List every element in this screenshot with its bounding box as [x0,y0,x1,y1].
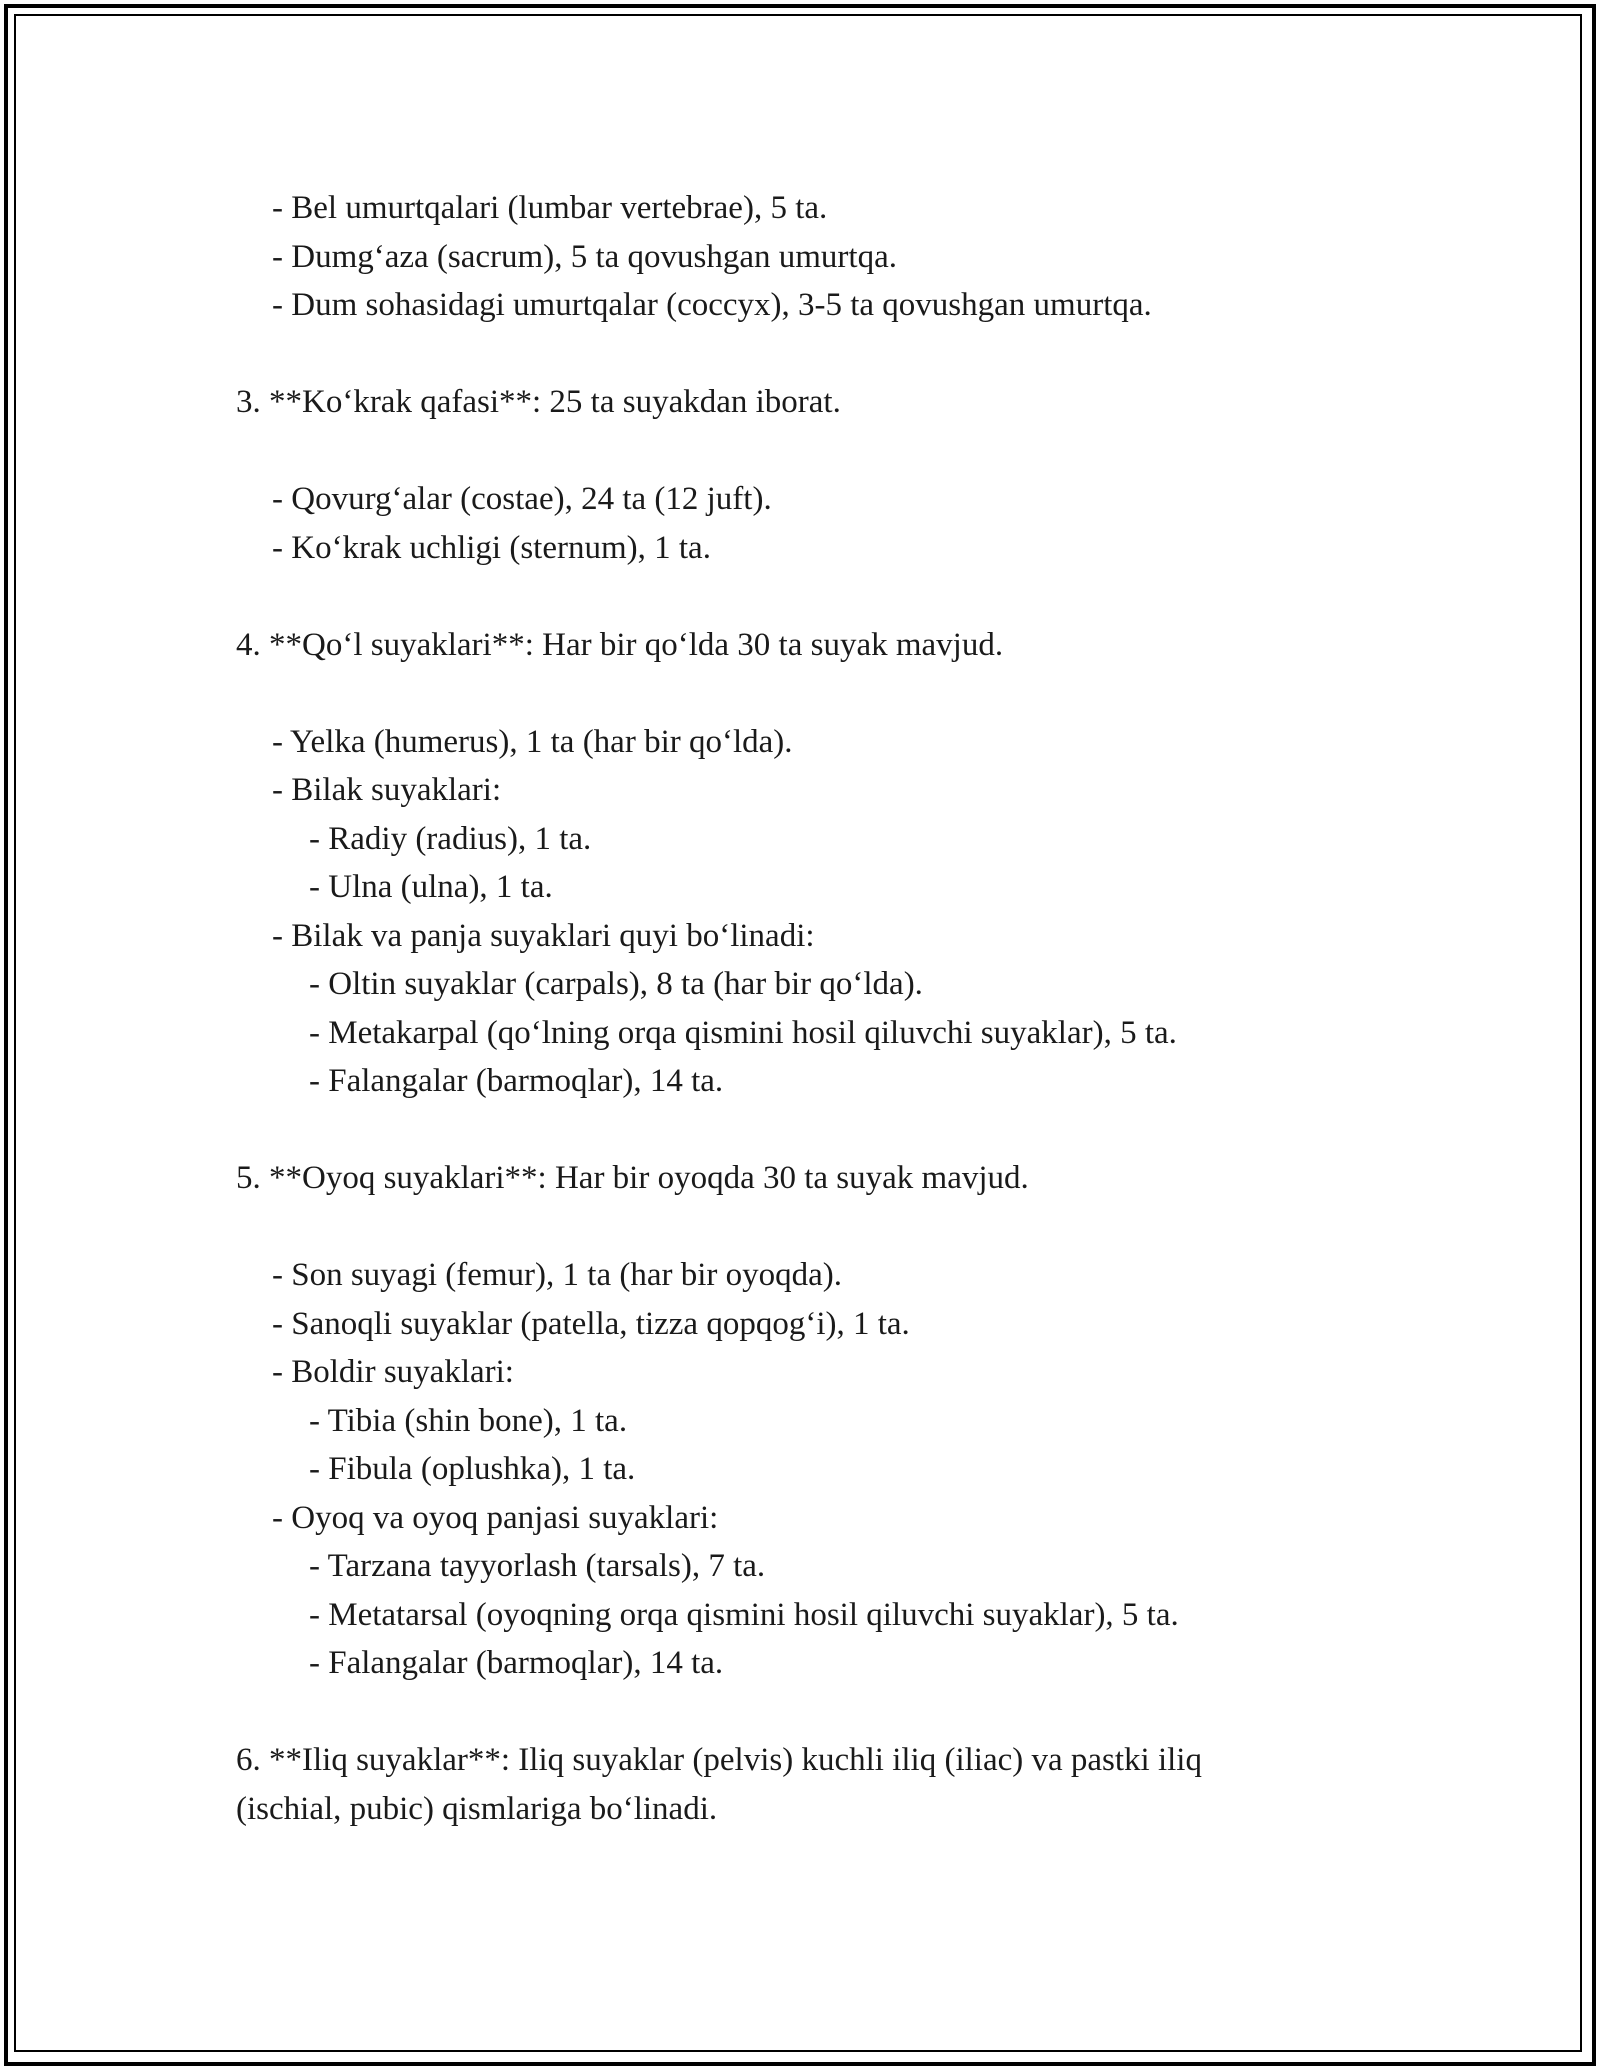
sub-list-item: - Oltin suyaklar (carpals), 8 ta (har bir qo‘lda). [309,966,923,1002]
sub-list-item: - Tibia (shin bone), 1 ta. [309,1402,628,1439]
sub-list-item: - Radiy (radius), 1 ta. [309,820,592,857]
section-heading-5: 5. **Oyoq suyaklari**: Har bir oyoqda 30 ta suyak mavjud. [236,1160,1029,1196]
list-item: - Boldir suyaklari: [272,1354,514,1390]
list-item: - Bel umurtqalari (lumbar vertebrae), 5 ta. [272,190,828,226]
section-heading-3: 3. **Ko‘krak qafasi**: 25 ta suyakdan iborat. [236,384,841,420]
list-item: - Son suyagi (femur), 1 ta (har bir oyoqda). [272,1257,843,1293]
spacer [236,1106,1396,1155]
spacer [236,572,1396,621]
spacer [236,1203,1396,1252]
spacer [236,330,1396,379]
list-item: - Yelka (humerus), 1 ta (har bir qo‘lda). [272,723,793,760]
spacer [236,669,1396,718]
document-body [236,184,1396,1833]
sub-list-item: - Metakarpal (qo‘lning orqa qismini hosil qiluvchi suyaklar), 5 ta. [309,1014,1177,1051]
list-item: - Bilak suyaklari: [272,772,502,808]
sub-list-item: - Metatarsal (oyoqning orqa qismini hosil qiluvchi suyaklar), 5 ta. [309,1596,1179,1633]
sub-list-item: - Falangalar (barmoqlar), 14 ta. [309,1063,724,1099]
section-heading-6-continuation: (ischial, pubic) qismlariga bo‘linadi. [236,1790,718,1827]
list-item: - Sanoqli suyaklar (patella, tizza qopqog‘i), 1 ta. [272,1305,910,1342]
sub-list-item: - Fibula (oplushka), 1 ta. [309,1451,636,1487]
list-item: - Qovurg‘alar (costae), 24 ta (12 juft). [272,481,772,517]
section-heading-6: 6. **Iliq suyaklar**: Iliq suyaklar (pelvis) kuchli iliq (iliac) va pastki iliq [236,1742,1202,1778]
spacer [236,427,1396,476]
spacer [236,1688,1396,1737]
sub-list-item: - Ulna (ulna), 1 ta. [309,869,553,905]
list-item: - Oyoq va oyoq panjasi suyaklari: [272,1499,719,1536]
section-heading-4: 4. **Qo‘l suyaklari**: Har bir qo‘lda 30 ta suyak mavjud. [236,626,1004,663]
sub-list-item: - Tarzana tayyorlash (tarsals), 7 ta. [309,1548,766,1584]
sub-list-item: - Falangalar (barmoqlar), 14 ta. [309,1645,724,1681]
list-item: - Ko‘krak uchligi (sternum), 1 ta. [272,529,711,566]
list-item: - Bilak va panja suyaklari quyi bo‘linadi: [272,917,815,954]
list-item: - Dumg‘aza (sacrum), 5 ta qovushgan umurtqa. [272,238,897,275]
list-item: - Dum sohasidagi umurtqalar (coccyx), 3-5 ta qovushgan umurtqa. [272,287,1152,323]
